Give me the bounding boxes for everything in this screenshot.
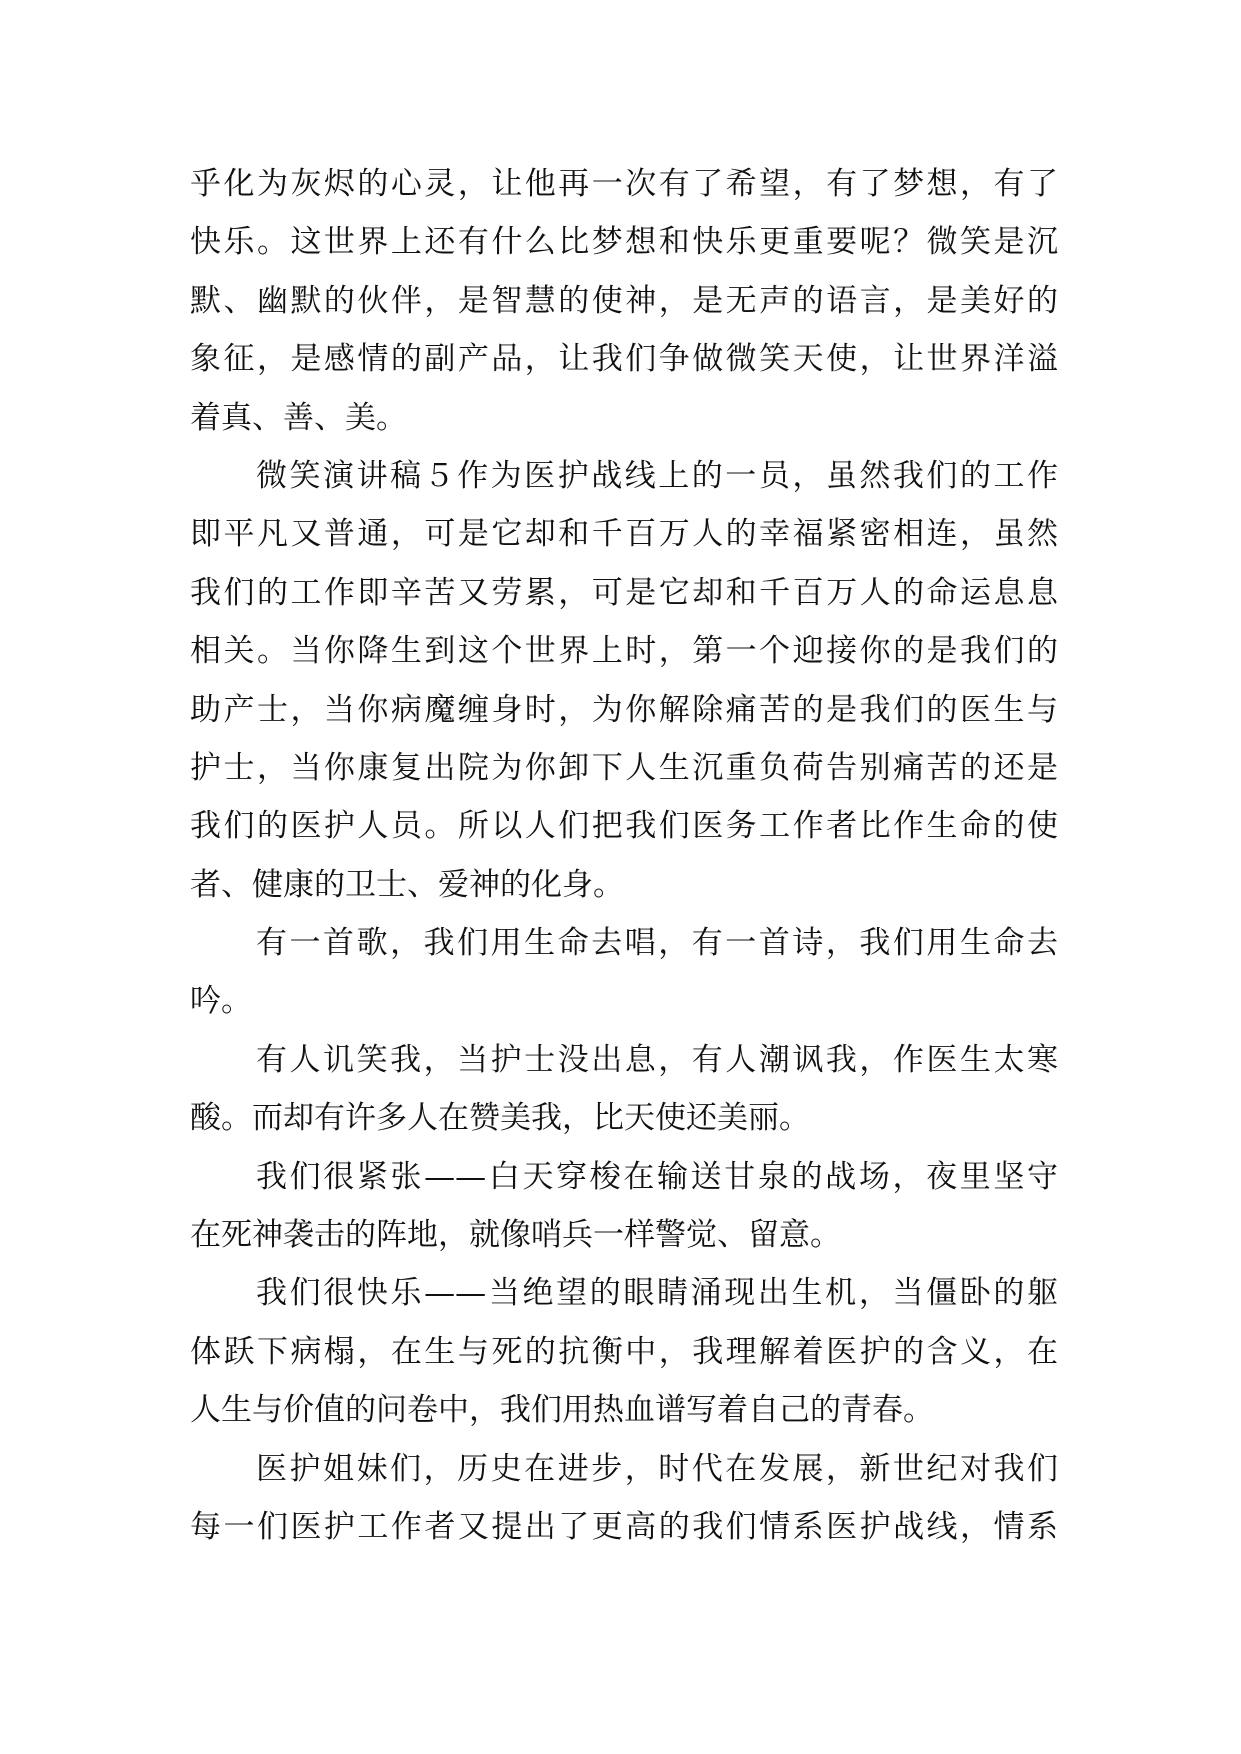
- text-line: 每一们医护工作者又提出了更高的我们情系医护战线，情系: [190, 1508, 1058, 1545]
- text-line: 相关。当你降生到这个世界上时，第一个迎接你的是我们的: [190, 633, 1058, 670]
- text-line: 吟。: [190, 983, 252, 1020]
- document-body: [190, 155, 1058, 1556]
- text-line: 快乐。这世界上还有什么比梦想和快乐更重要呢？微笑是沉: [190, 224, 1058, 261]
- text-line: 护士，当你康复出院为你卸下人生沉重负荷告别痛苦的还是: [190, 749, 1058, 786]
- text-line: 者、健康的卫士、爱神的化身。: [190, 866, 624, 903]
- text-line: 即平凡又普通，可是它却和千百万人的幸福紧密相连，虽然: [190, 516, 1058, 553]
- text-line: 在死神袭击的阵地，就像哨兵一样警觉、留意。: [190, 1217, 841, 1254]
- paragraph-start-line: 微笑演讲稿５作为医护战线上的一员，虽然我们的工作: [256, 457, 1058, 494]
- paragraph-start-line: 医护姐妹们，历史在进步，时代在发展，新世纪对我们: [256, 1450, 1058, 1487]
- text-line: 乎化为灰烬的心灵，让他再一次有了希望，有了梦想，有了: [190, 166, 1058, 202]
- paragraph-start-line: 有一首歌，我们用生命去唱，有一首诗，我们用生命去: [256, 925, 1058, 962]
- text-line: 助产士，当你病魔缠身时，为你解除痛苦的是我们的医生与: [190, 691, 1058, 728]
- text-line: 体跃下病榻，在生与死的抗衡中，我理解着医护的含义，在: [190, 1333, 1058, 1370]
- paragraph-start-line: 我们很快乐——当绝望的眼睛涌现出生机，当僵卧的躯: [256, 1275, 1058, 1312]
- paragraph-start-line: 有人讥笑我，当护士没出息，有人潮讽我，作医生太寒: [256, 1041, 1058, 1078]
- text-line: 默、幽默的伙伴，是智慧的使神，是无声的语言，是美好的: [190, 282, 1058, 319]
- text-line: 人生与价值的问卷中，我们用热血谱写着自己的青春。: [190, 1392, 934, 1429]
- text-line: 酸。而却有许多人在赞美我，比天使还美丽。: [190, 1100, 810, 1137]
- text-line: 我们的医护人员。所以人们把我们医务工作者比作生命的使: [190, 808, 1058, 845]
- text-line: 象征，是感情的副产品，让我们争做微笑天使，让世界洋溢: [190, 341, 1058, 378]
- text-line: 着真、善、美。: [190, 399, 407, 436]
- text-line: 我们的工作即辛苦又劳累，可是它却和千百万人的命运息息: [190, 574, 1058, 611]
- paragraph-start-line: 我们很紧张——白天穿梭在输送甘泉的战场，夜里坚守: [256, 1158, 1058, 1195]
